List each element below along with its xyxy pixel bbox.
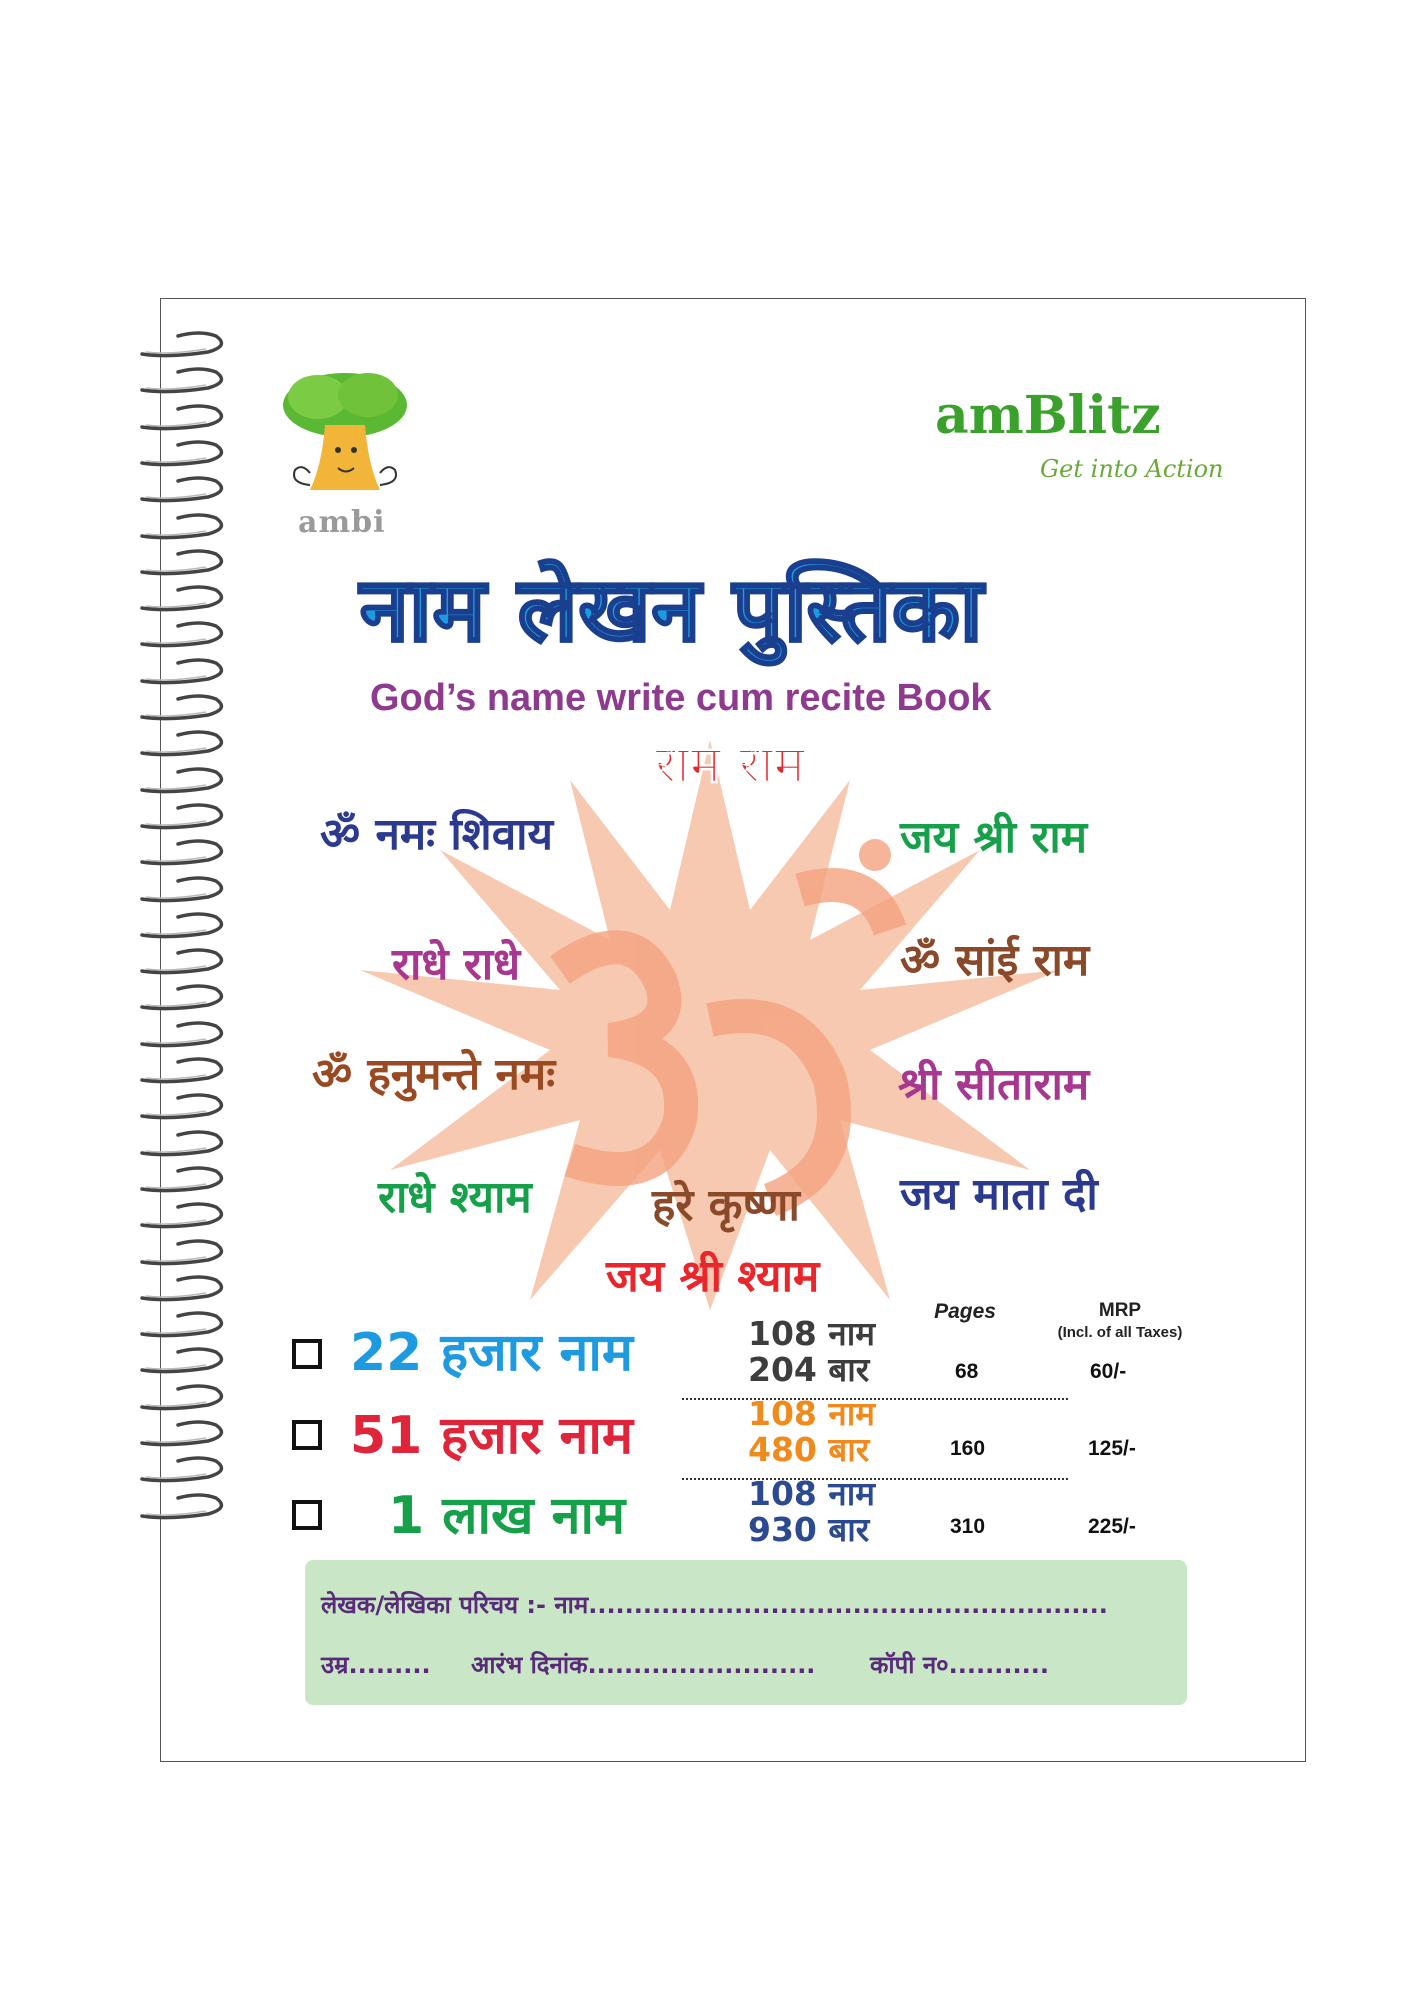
author-info-box (305, 1560, 1187, 1705)
mantra-ram-ram: राम राम (655, 735, 805, 795)
spiral-ring (138, 875, 233, 907)
mrp-22k: 60/- (1090, 1360, 1127, 1383)
repetition-22k-line1: 108 नाम (748, 1314, 875, 1353)
spiral-ring (138, 657, 233, 689)
spiral-ring (138, 512, 233, 544)
mrp-51k: 125/- (1088, 1437, 1136, 1460)
amblitz-logo-text: amBlitz (935, 385, 1161, 446)
spiral-ring (138, 1274, 233, 1306)
amblitz-tagline: Get into Action (1040, 455, 1224, 483)
spiral-ring (138, 1056, 233, 1088)
option-checkbox-51k[interactable] (292, 1420, 322, 1450)
pages-header: Pages (934, 1300, 996, 1323)
mantra-radhe-radhe: राधे राधे (392, 939, 521, 990)
spiral-ring (138, 1020, 233, 1052)
mantra-jai-mata-di: जय माता दी (900, 1169, 1098, 1220)
mantra-jai-shri-shyam: जय श्री श्याम (606, 1251, 820, 1302)
mantra-jai-shri-ram: जय श्री राम (900, 812, 1088, 863)
spiral-ring (138, 838, 233, 870)
spiral-ring (138, 1419, 233, 1451)
spiral-ring (138, 1165, 233, 1197)
repetition-51k (748, 1396, 875, 1468)
mantra-om-hanumante-namah: ॐ हनुमन्ते नमः (312, 1049, 556, 1100)
mantra-hare-krishna: हरे कृष्णा (652, 1180, 800, 1231)
mantra-shri-sitaram: श्री सीताराम (898, 1059, 1090, 1110)
option-checkbox-1lakh[interactable] (292, 1500, 322, 1530)
spiral-ring (138, 1346, 233, 1378)
author-name-field[interactable]: लेखक/लेखिका परिचय :- नाम......................................................... (321, 1591, 1108, 1619)
mrp-header-note: (Incl. of all Taxes) (1057, 1324, 1183, 1341)
mrp-header: MRP (1098, 1300, 1142, 1321)
repetition-51k-line1: 108 नाम (748, 1394, 875, 1433)
page-title: नाम लेखन पुस्तिका (360, 558, 984, 661)
mantra-radhe-shyam: राधे श्याम (378, 1172, 532, 1223)
spiral-ring (138, 330, 233, 362)
spiral-ring (138, 1455, 233, 1487)
spiral-ring (138, 1092, 233, 1124)
spiral-ring (138, 403, 233, 435)
row-divider (682, 1398, 1068, 1400)
spiral-ring (138, 1383, 233, 1415)
mantra-om-namah-shivay: ॐ नमः शिवाय (320, 809, 554, 860)
spiral-ring (138, 1492, 233, 1524)
spiral-ring (138, 620, 233, 652)
spiral-ring (138, 584, 233, 616)
author-age-field[interactable]: उम्र......... (321, 1651, 431, 1679)
mantra-om-sai-ram: ॐ सांई राम (900, 935, 1090, 986)
spiral-ring (138, 1310, 233, 1342)
ambi-tree-logo (270, 365, 420, 510)
spiral-ring (138, 729, 233, 761)
spiral-ring (138, 1129, 233, 1161)
repetition-51k-line2: 480 बार (748, 1430, 870, 1469)
copy-number-field[interactable]: कॉपी न०........... (870, 1651, 1049, 1679)
spiral-ring (138, 766, 233, 798)
repetition-1lakh-line1: 108 नाम (748, 1474, 875, 1513)
spiral-ring (138, 366, 233, 398)
tier-label-22k: 22 हजार नाम (350, 1323, 633, 1383)
spiral-ring (138, 911, 233, 943)
spiral-ring (138, 439, 233, 471)
page-subtitle: God’s name write cum recite Book (370, 677, 992, 719)
row-divider (682, 1478, 1068, 1480)
repetition-22k-line2: 204 बार (748, 1350, 870, 1389)
spiral-ring (138, 983, 233, 1015)
ambi-logo-text: ambi (298, 505, 386, 540)
repetition-1lakh-line2: 930 बार (748, 1510, 870, 1549)
spiral-ring (138, 548, 233, 580)
pages-22k: 68 (955, 1360, 979, 1383)
spiral-ring (138, 1238, 233, 1270)
spiral-ring (138, 693, 233, 725)
pages-51k: 160 (950, 1437, 986, 1460)
spiral-ring (138, 475, 233, 507)
repetition-1lakh (748, 1476, 875, 1548)
spiral-ring (138, 947, 233, 979)
pages-1lakh: 310 (950, 1515, 986, 1538)
option-checkbox-22k[interactable] (292, 1339, 322, 1369)
start-date-field[interactable]: आरंभ दिनांक......................... (471, 1651, 816, 1679)
tier-label-51k: 51 हजार नाम (350, 1406, 633, 1466)
spiral-ring (138, 1201, 233, 1233)
tier-label-1lakh: 1 लाख नाम (388, 1486, 626, 1546)
repetition-22k (748, 1316, 875, 1388)
mrp-1lakh: 225/- (1088, 1515, 1136, 1538)
spiral-ring (138, 802, 233, 834)
